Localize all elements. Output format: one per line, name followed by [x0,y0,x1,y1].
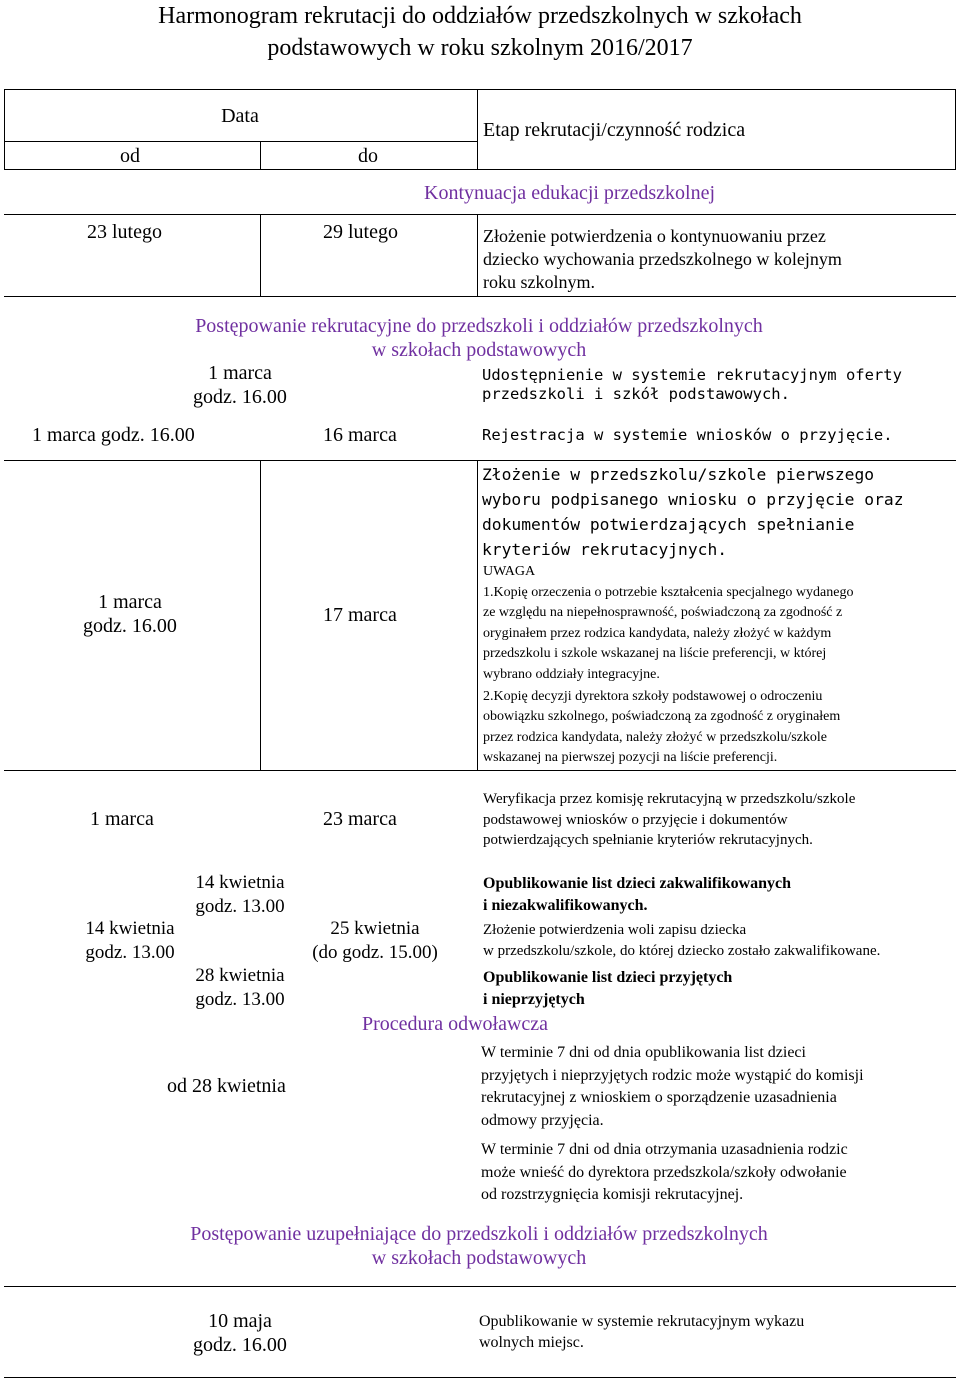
r10-desc: Opublikowanie w systemie rekrutacyjnym wykazu wolnych miejsc. [479,1313,805,1351]
r7-do: 25 kwietnia (do godz. 15.00) [312,918,438,963]
page-title [0,0,960,64]
r5-desc: Weryfikacja przez komisję rekrutacyjną w przedszkolu/szkole podstawowej wniosków o przyjęcie i dokumentów potwierdzających spełnianie kryteriów rekrutacyjnych. [483,791,856,848]
title-line-1: Harmonogram rekrutacji do oddziałów przedszkolnych w szkołach [158,3,802,29]
r6-date: 14 kwietnia godz. 13.00 [195,872,285,917]
header-do: do [358,145,378,167]
r3-do: 16 marca [323,424,397,446]
r7-desc: Złożenie potwierdzenia woli zapisu dziecka w przedszkolu/szkole, do której dziecko zostało zakwalifikowane. [483,922,881,959]
header-etap: Etap rekrutacji/czynność rodzica [483,119,746,141]
section-postepowanie: Postępowanie rekrutacyjne do przedszkoli i oddziałów przedszkolnych w szkołach podstawowych [195,315,763,361]
section-uzupelniajace: Postępowanie uzupełniające do przedszkoli i oddziałów przedszkolnych w szkołach podstawowych [190,1223,768,1269]
r2-date: 1 marca godz. 16.00 [193,362,287,408]
r8-date: 28 kwietnia godz. 13.00 [195,965,285,1010]
r10-date: 10 maja godz. 16.00 [193,1310,287,1356]
r2-desc: Udostępnienie w systemie rekrutacyjnym oferty przedszkoli i szkół podstawowych. [482,366,902,403]
r9-desc-1: W terminie 7 dni od dnia opublikowania list dzieci przyjętych i nieprzyjętych rodzic może wystąpić do komisji rekrutacyjnej z wnioskiem o sporządzenie uzasadnienia odmowy przyjęcia. [481,1044,864,1129]
r4-desc: Złożenie w przedszkolu/szkole pierwszego wyboru podpisanego wniosku o przyjęcie oraz dokumentów potwierdzających spełnianie kryteriów rekrutacyjnych. [482,465,904,559]
r8-desc: Opublikowanie list dzieci przyjętych i nieprzyjętych [483,969,733,1008]
r7-od: 14 kwietnia godz. 13.00 [85,918,175,963]
r4-do: 17 marca [323,604,397,626]
r4-note-1: 1.Kopię orzeczenia o potrzebie kształcenia specjalnego wydanego ze względu na niepełnosprawność, poświadczoną za zgodność z oryginałem przez rodzica kandydata, należy złożyć w każdym przedszkolu i szkole wskazanej na liście preferencji, w której wybrano oddziały integracyjne. [483,585,854,682]
header-data: Data [221,105,259,127]
r4-od: 1 marca godz. 16.00 [83,591,177,637]
title-line-2: podstawowych w roku szkolnym 2016/2017 [267,35,693,61]
r4-note-2: 2.Kopię decyzji dyrektora szkoły podstawowej o odroczeniu obowiązku szkolnego, poświadczoną za zgodność z oryginałem przez rodzica kandydata, należy złożyć w przedszkolu/szkole wskazanej na pierwszej pozycji na liście preferencji. [483,689,841,766]
section-odwolawcza: Procedura odwoławcza [362,1013,549,1035]
r1-od: 23 lutego [87,221,162,243]
r3-od: 1 marca godz. 16.00 [32,424,195,446]
r1-do: 29 lutego [323,221,398,243]
r9-od: od 28 kwietnia [167,1075,286,1097]
header-od: od [120,145,140,167]
r5-do: 23 marca [323,808,397,830]
r1-desc: Złożenie potwierdzenia o kontynuowaniu przez dziecko wychowania przedszkolnego w kolejnym roku szkolnym. [483,226,842,292]
r5-od: 1 marca [90,808,154,830]
r6-desc: Opublikowanie list dzieci zakwalifikowanych i niezakwalifikowanych. [483,875,792,914]
r9-desc-2: W terminie 7 dni od dnia otrzymania uzasadnienia rodzic może wnieść do dyrektora przedszkola/szkoły odwołanie od rozstrzygnięcia komisji rekrutacyjnej. [481,1141,848,1203]
r3-desc: Rejestracja w systemie wniosków o przyjęcie. [482,426,893,444]
section-kontynuacja: Kontynuacja edukacji przedszkolnej [424,182,715,204]
r4-uwaga: UWAGA [483,564,536,579]
